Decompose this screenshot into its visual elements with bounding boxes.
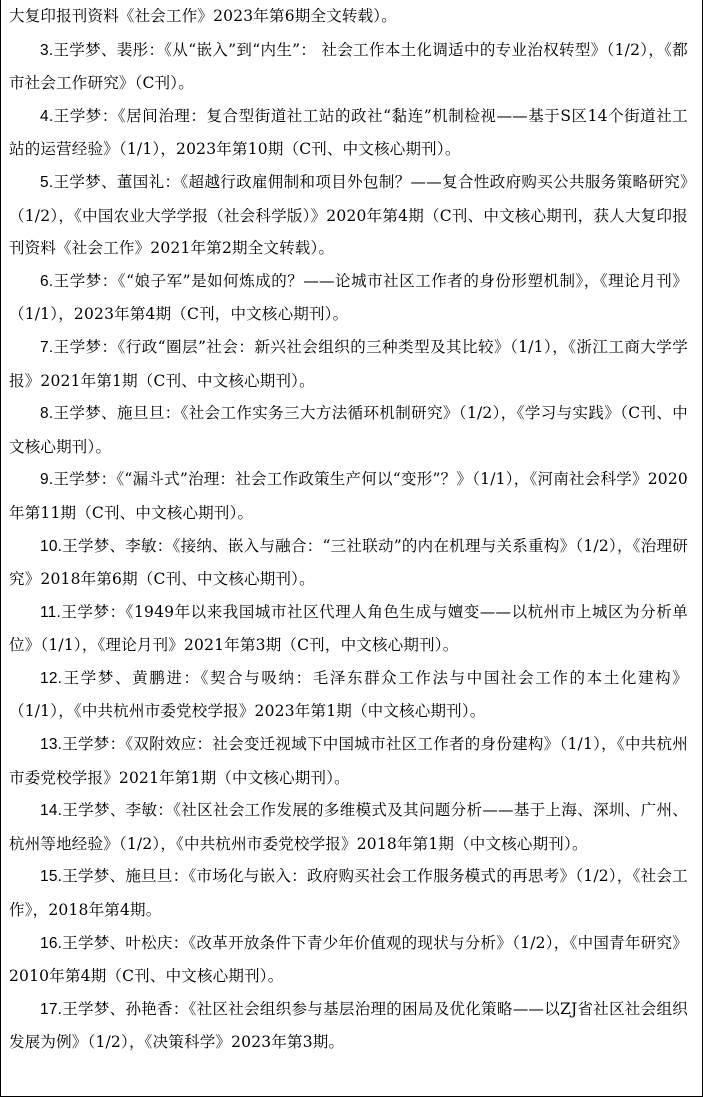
entry-text: 王学梦：《行政“圈层”社会：新兴社会组织的三种类型及其比较》（1/1），《浙江工商大学学报》2021年第1期（C刊、中文核心期刊）。 bbox=[9, 337, 688, 390]
publication-entry bbox=[9, 100, 688, 166]
publication-entry bbox=[9, 265, 688, 331]
entry-text: 王学梦、裴彤：《从“嵌入”到“内生”： 社会工作本土化调适中的专业治权转型》（1/2），《都市社会工作研究》（C刊）。 bbox=[9, 40, 688, 93]
entry-number: 17. bbox=[40, 1000, 63, 1018]
entry-text: 王学梦：《“漏斗式”治理：社会工作政策生产何以“变形”？》（1/1），《河南社会科学》2020年第11期（C刊、中文核心期刊）。 bbox=[9, 470, 688, 522]
publication-entry bbox=[9, 794, 688, 860]
entry-text: 王学梦、黄鹏进：《契合与吸纳：毛泽东群众工作法与中国社会工作的本土化建构》（1/1），《中共杭州市委党校学报》2023年第1期（中文核心期刊）。 bbox=[9, 668, 688, 721]
publication-entry bbox=[9, 463, 688, 529]
entry-number: 3. bbox=[40, 41, 54, 59]
entry-text: 王学梦、孙艳香：《社区社会组织参与基层治理的困局及优化策略——以ZJ省社区社会组织发展为例》（1/2），《决策科学》2023年第3期。 bbox=[9, 999, 688, 1052]
entry-number: 7. bbox=[40, 338, 54, 356]
entry-text: 王学梦、董国礼：《超越行政雇佣制和项目外包制？——复合性政府购买公共服务策略研究》（1/2），《中国农业大学学报（社会科学版）》2020年第4期（C刊、中文核心期刊，获人大复印报刊资料《社会工作》2021年第2期全文转载）。 bbox=[9, 172, 688, 258]
entry-number: 15. bbox=[40, 868, 63, 886]
entry-text: 王学梦、李敏：《接纳、嵌入与融合：“三社联动”的内在机理与关系重构》（1/2），《治理研究》2018年第6期（C刊、中文核心期刊）。 bbox=[9, 536, 688, 589]
publication-entry bbox=[9, 993, 688, 1059]
entry-number: 14. bbox=[40, 802, 63, 820]
entry-text: 王学梦：《“娘子军”是如何炼成的？——论城市社区工作者的身份形塑机制》，《理论月刊》（1/1），2023年第4期（C刊，中文核心期刊）。 bbox=[9, 271, 688, 324]
entry-number: 6. bbox=[40, 272, 54, 290]
entry-number: 12. bbox=[40, 669, 63, 687]
entry-number: 4. bbox=[40, 107, 54, 125]
entry-number: 5. bbox=[40, 173, 54, 191]
publication-entry bbox=[9, 530, 688, 596]
entry-number: 11. bbox=[40, 603, 61, 621]
entry-text: 王学梦：《1949年以来我国城市社区代理人角色生成与嬗变——以杭州市上城区为分析单位》（1/1），《理论月刊》2021年第3期（C刊，中文核心期刊）。 bbox=[9, 602, 688, 655]
publication-entry bbox=[9, 166, 688, 265]
entry-number: 8. bbox=[40, 405, 54, 423]
entry-number: 10. bbox=[40, 537, 63, 555]
entry-number: 9. bbox=[40, 471, 54, 489]
entry-text: 大复印报刊资料《社会工作》2023年第6期全文转载）。 bbox=[9, 7, 397, 25]
entry-text: 王学梦：《双附效应：社会变迁视域下中国城市社区工作者的身份建构》（1/1），《中共杭州市委党校学报》2021年第1期（中文核心期刊）。 bbox=[9, 735, 688, 787]
publication-entry bbox=[9, 728, 688, 794]
publication-entry bbox=[9, 34, 688, 100]
publication-entry bbox=[9, 596, 688, 662]
entry-text: 王学梦、叶松庆：《改革开放条件下青少年价值观的现状与分析》（1/2），《中国青年研究》2010年第4期（C刊、中文核心期刊）。 bbox=[9, 933, 688, 986]
publication-entry bbox=[9, 0, 688, 34]
entry-number: 13. bbox=[40, 736, 63, 754]
entry-text: 王学梦：《居间治理：复合型街道社工站的政社“黏连”机制检视——基于S区14个街道社工站的运营经验》（1/1），2023年第10期（C刊、中文核心期刊）。 bbox=[9, 106, 688, 159]
publication-entry bbox=[9, 331, 688, 397]
publication-entry bbox=[9, 927, 688, 993]
entry-text: 王学梦、李敏：《社区社会工作发展的多维模式及其问题分析——基于上海、深圳、广州、杭州等地经验》（1/2），《中共杭州市委党校学报》2018年第1期（中文核心期刊）。 bbox=[9, 801, 688, 853]
publication-entry bbox=[9, 397, 688, 463]
publication-entry bbox=[9, 860, 688, 926]
entry-text: 王学梦、施旦旦：《市场化与嵌入：政府购买社会工作服务模式的再思考》（1/2），《社会工作》，2018年第4期。 bbox=[9, 867, 688, 920]
entry-number: 16. bbox=[40, 934, 63, 952]
entry-text: 王学梦、施旦旦：《社会工作实务三大方法循环机制研究》（1/2），《学习与实践》（C刊、中文核心期刊）。 bbox=[9, 404, 688, 456]
publication-entry bbox=[9, 662, 688, 728]
